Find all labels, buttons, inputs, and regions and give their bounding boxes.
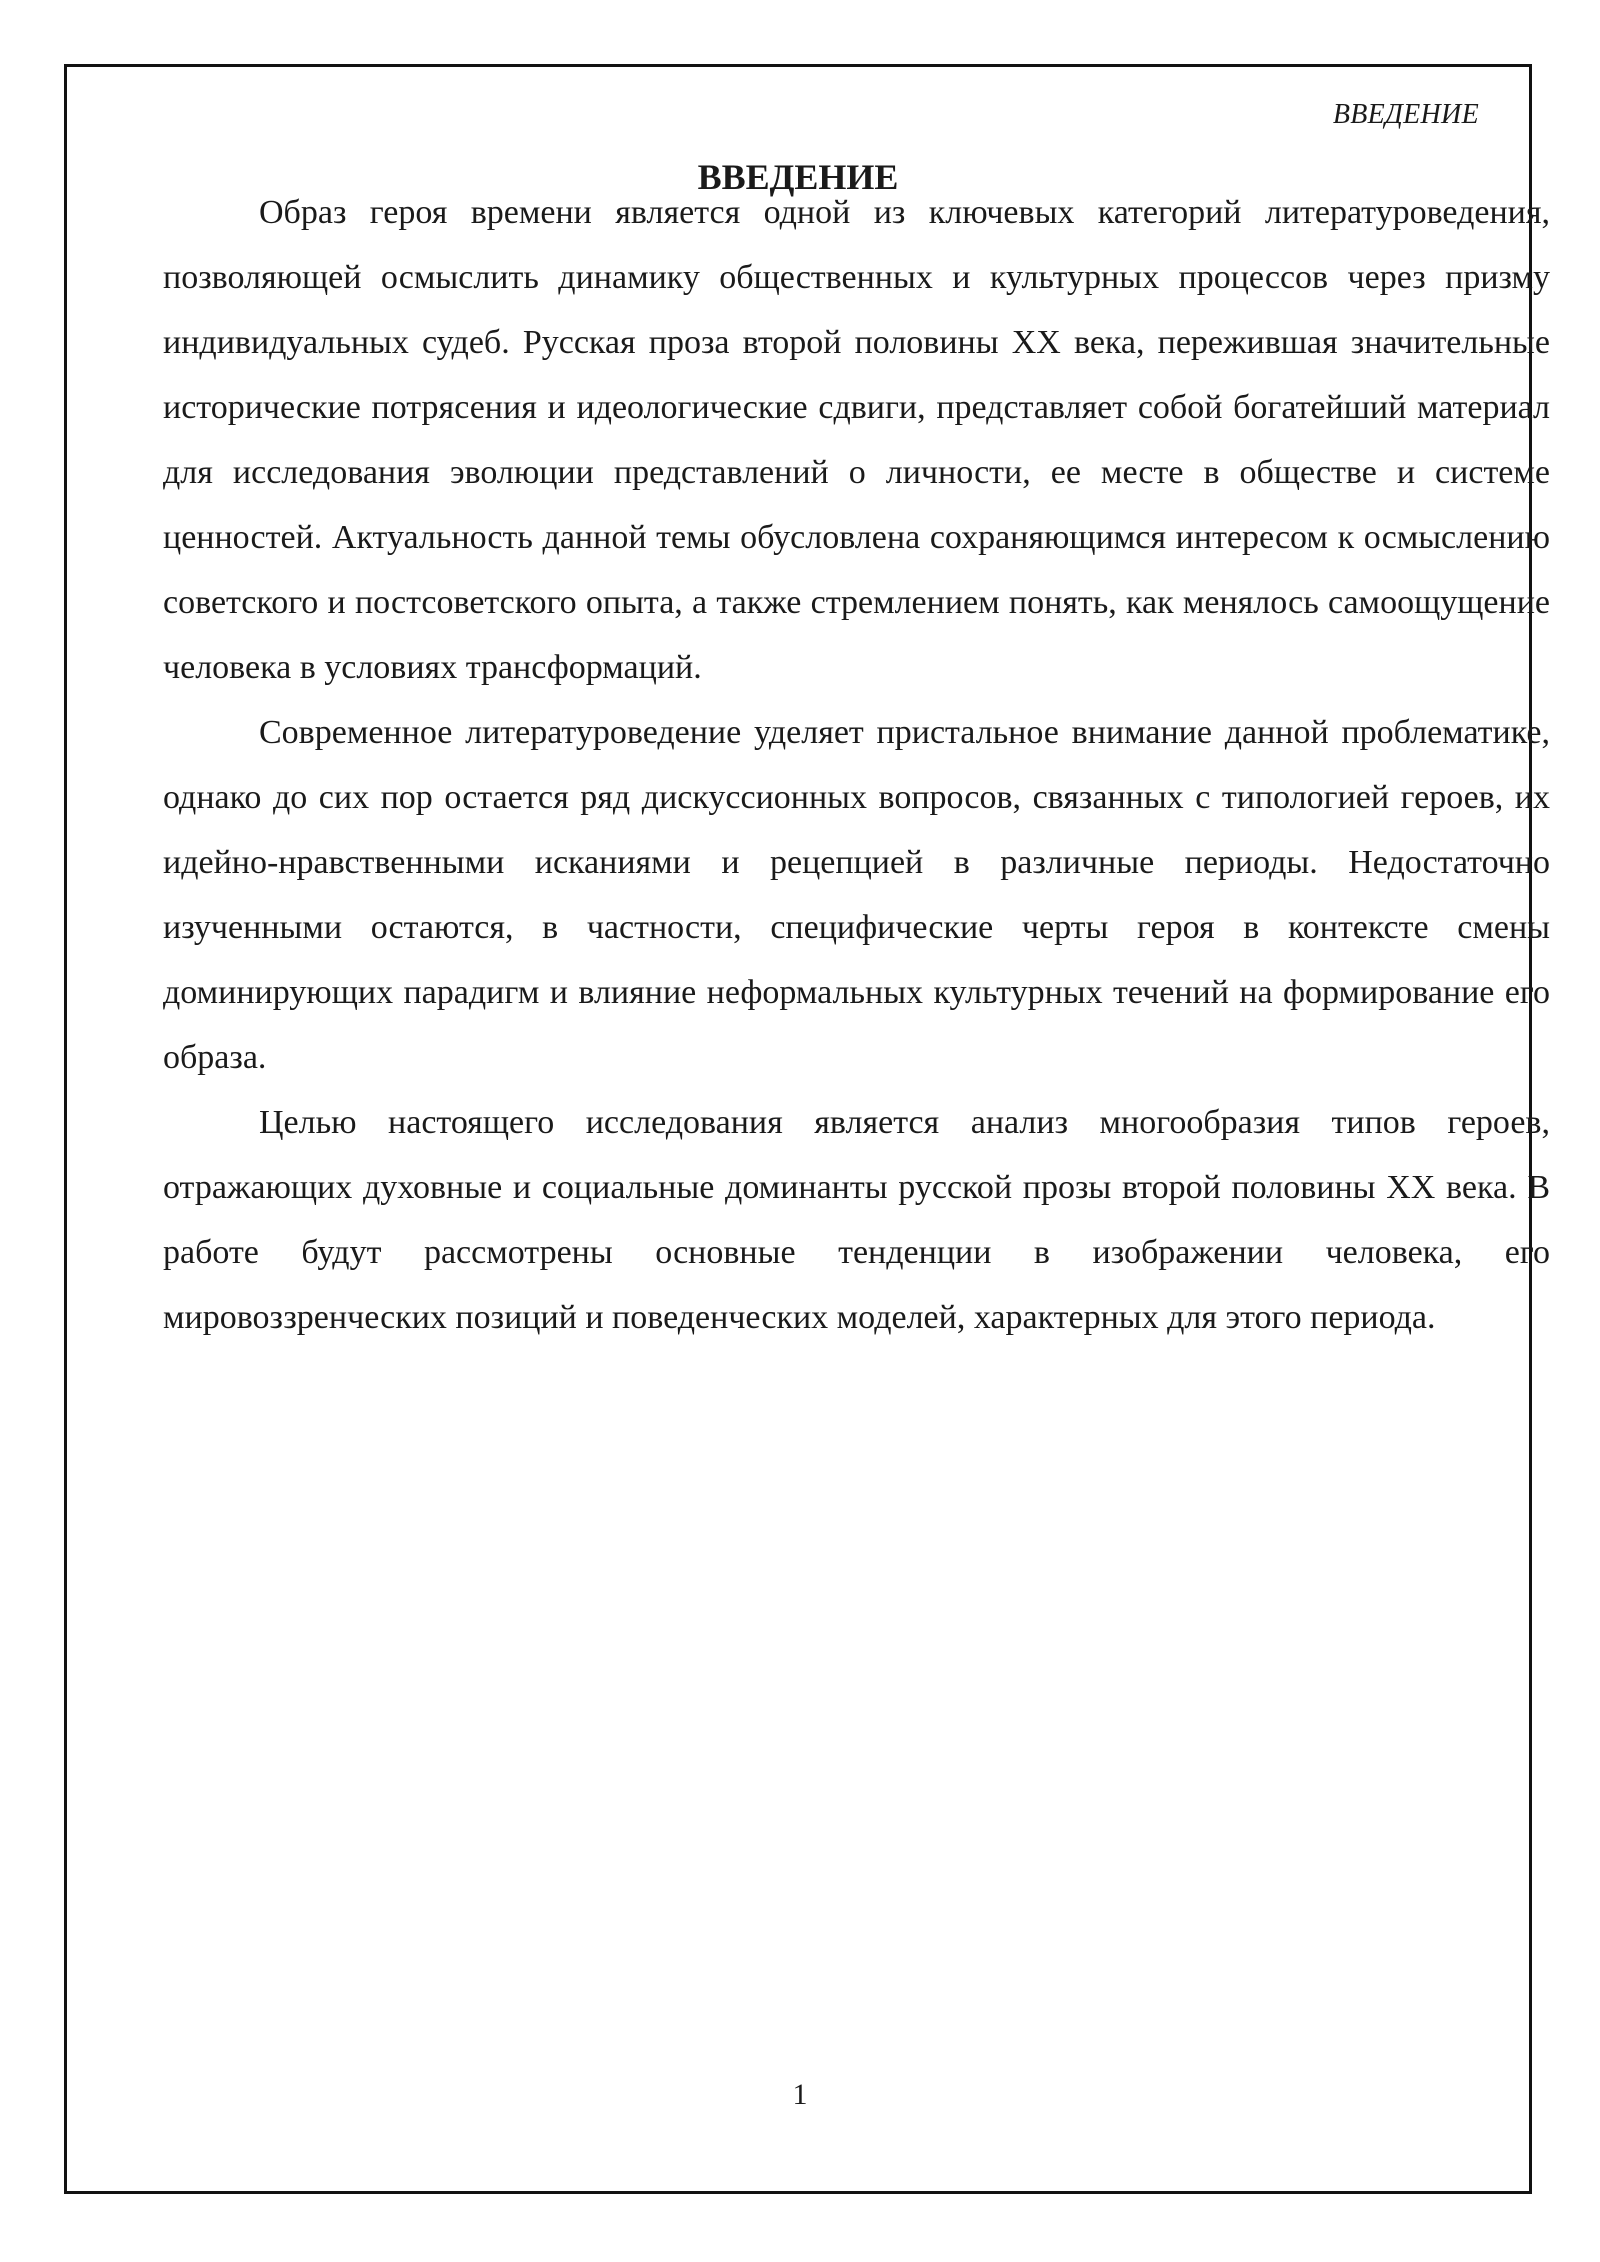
- page-title: ВВЕДЕНИЕ: [697, 157, 899, 197]
- running-header: ВВЕДЕНИЕ: [1332, 99, 1479, 130]
- paragraph: Образ героя времени является одной из ключевых категорий литературоведения, позволяющей осмыслить динамику общественных и культурных процессов через призму индивидуальных судеб. Русская проза второй половины XX века, пережившая значительные исторические потрясения и идеологические сдвиги, представляет собой богатейший материал для исследования эволюции представлений о личности, ее месте в обществе и системе ценностей. Актуальность данной темы обусловлена сохраняющимся интересом к осмыслению советского и постсоветского опыта, а также стремлением понять, как менялось самоощущение человека в условиях трансформаций.: [163, 194, 1550, 686]
- paragraph: Современное литературоведение уделяет пристальное внимание данной проблематике, однако до сих пор остается ряд дискуссионных вопросов, связанных с типологией героев, их идейно-нравственными исканиями и рецепцией в различные периоды. Недостаточно изученными остаются, в частности, специфические черты героя в контексте смены доминирующих парадигм и влияние неформальных культурных течений на формирование его образа.: [163, 714, 1550, 1076]
- page-number: 1: [792, 2078, 808, 2111]
- paragraph: Целью настоящего исследования является анализ многообразия типов героев, отражающих духовные и социальные доминанты русской прозы второй половины XX века. В работе будут рассмотрены основные тенденции в изображении человека, его мировоззренческих позиций и поведенческих моделей, характерных для этого периода.: [163, 1104, 1550, 1336]
- body-text: [163, 180, 1550, 1350]
